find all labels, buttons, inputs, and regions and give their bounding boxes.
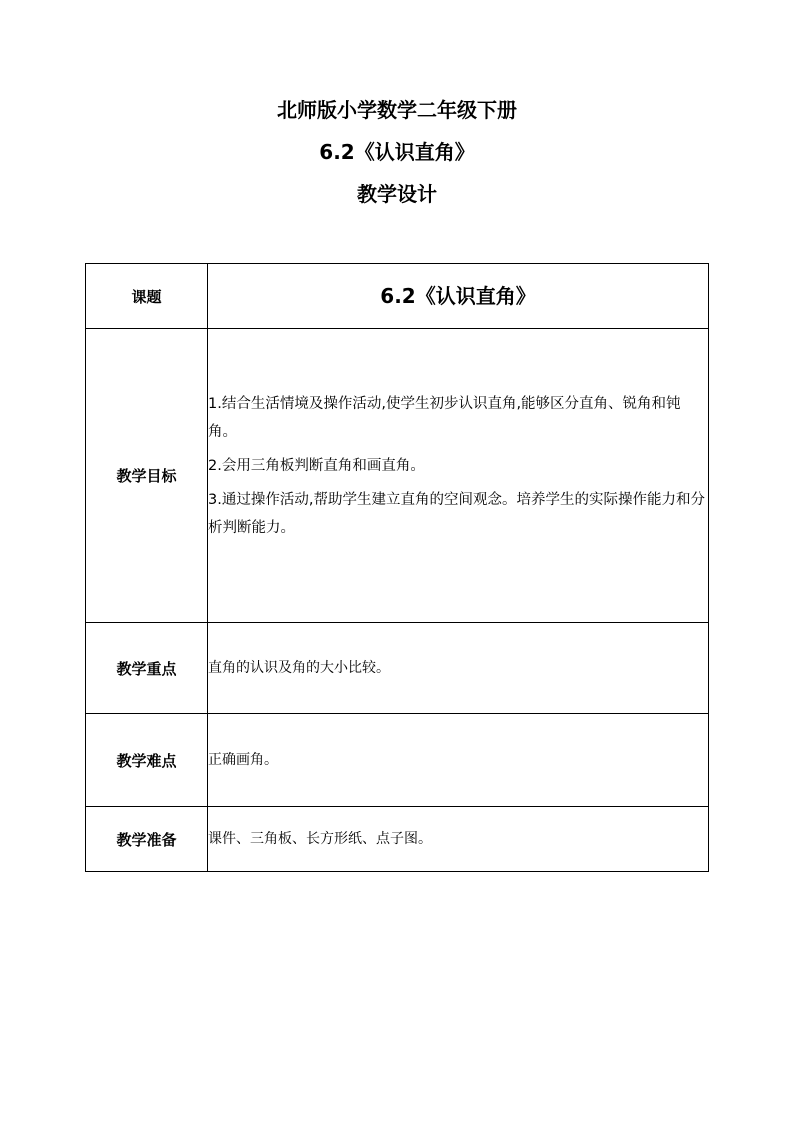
table-row-objectives	[86, 329, 709, 623]
table-row-key-points	[86, 623, 709, 714]
document-header	[0, 100, 794, 226]
difficulties-value: 正确画角。	[208, 714, 709, 807]
topic-label: 课题	[86, 264, 208, 329]
table-row-difficulties	[86, 714, 709, 807]
objectives-cell	[208, 329, 709, 623]
objective-item-1: 1.结合生活情境及操作活动,使学生初步认识直角,能够区分直角、锐角和钝角。	[208, 395, 681, 440]
table-row-preparation	[86, 807, 709, 872]
lesson-plan-table	[85, 263, 709, 872]
objective-item-3: 3.通过操作活动,帮助学生建立直角的空间观念。培养学生的实际操作能力和分析判断能力。	[208, 491, 705, 536]
objectives-label: 教学目标	[86, 329, 208, 623]
document-title: 北师版小学数学二年级下册	[277, 98, 517, 122]
lesson-title: 6.2《认识直角》	[319, 140, 475, 164]
difficulties-label: 教学难点	[86, 714, 208, 807]
key-points-label: 教学重点	[86, 623, 208, 714]
table-row-topic	[86, 264, 709, 329]
preparation-value: 课件、三角板、长方形纸、点子图。	[208, 807, 709, 872]
preparation-label: 教学准备	[86, 807, 208, 872]
document-subtitle: 教学设计	[357, 182, 437, 206]
key-points-value: 直角的认识及角的大小比较。	[208, 623, 709, 714]
topic-value: 6.2《认识直角》	[208, 264, 709, 329]
objective-item-2: 2.会用三角板判断直角和画直角。	[208, 457, 425, 474]
